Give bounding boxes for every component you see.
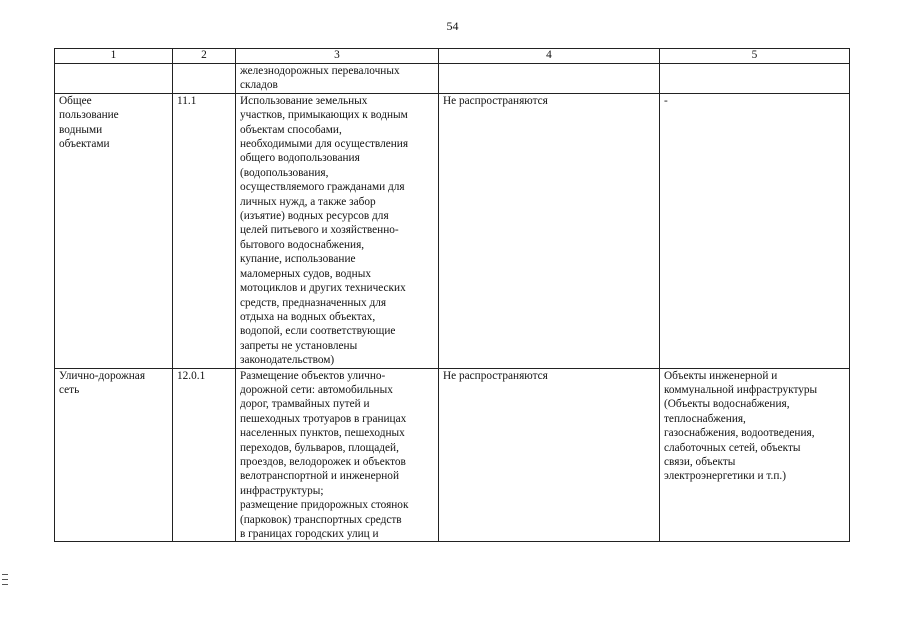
use-objects-cell: - (660, 93, 850, 368)
use-name-cell: Улично-дорожная сеть (55, 368, 173, 542)
table-row (55, 64, 850, 94)
header-cell-4: 4 (439, 49, 660, 64)
use-name-cell (55, 64, 173, 94)
table-row (55, 368, 850, 542)
use-code-cell: 12.0.1 (173, 368, 236, 542)
header-cell-1: 1 (55, 49, 173, 64)
header-cell-5: 5 (660, 49, 850, 64)
use-description-cell: железнодорожных перевалочных складов (236, 64, 439, 94)
scan-edge-mark (2, 584, 8, 585)
header-cell-2: 2 (173, 49, 236, 64)
use-description-cell: Размещение объектов улично- дорожной сети: автомобильных дорог, трамвайных путей и пешеходных тротуаров в границах населенных пунктов, пешеходных переходов, бульваров, площадей, проездов, велодорожек и объектов велотранспортной и инженерной инфраструктуры; размещение придорожных стоянок (парковок) транспортных средств в границах городских улиц и (236, 368, 439, 542)
use-params-cell (439, 64, 660, 94)
table-row (55, 93, 850, 368)
page-number: 54 (446, 19, 459, 33)
use-name-cell: Общее пользование водными объектами (55, 93, 173, 368)
use-params-cell: Не распространяются (439, 368, 660, 542)
use-code-cell (173, 64, 236, 94)
header-row (55, 49, 850, 64)
use-objects-cell (660, 64, 850, 94)
scan-edge-mark (2, 579, 8, 580)
use-params-cell: Не распространяются (439, 93, 660, 368)
use-objects-cell: Объекты инженерной и коммунальной инфраструктуры (Объекты водоснабжения, теплоснабжения, газоснабжения, водоотведения, слаботочных сетей, объекты связи, объекты электроэнергетики и т.п.) (660, 368, 850, 542)
land-use-table (54, 48, 850, 542)
scan-edge-mark (2, 574, 8, 575)
use-code-cell: 11.1 (173, 93, 236, 368)
use-description-cell: Использование земельных участков, примыкающих к водным объектам способами, необходимыми для осуществления общего водопользования (водопользования, осуществляемого гражданами для личных нужд, а также забор (изъятие) водных ресурсов для целей питьевого и хозяйственно- бытового водоснабжения, купание, использование маломерных судов, водных мотоциклов и других технических средств, предназначенных для отдыха на водных объектах, водопой, если соответствующие запреты не установлены законодательством) (236, 93, 439, 368)
header-cell-3: 3 (236, 49, 439, 64)
